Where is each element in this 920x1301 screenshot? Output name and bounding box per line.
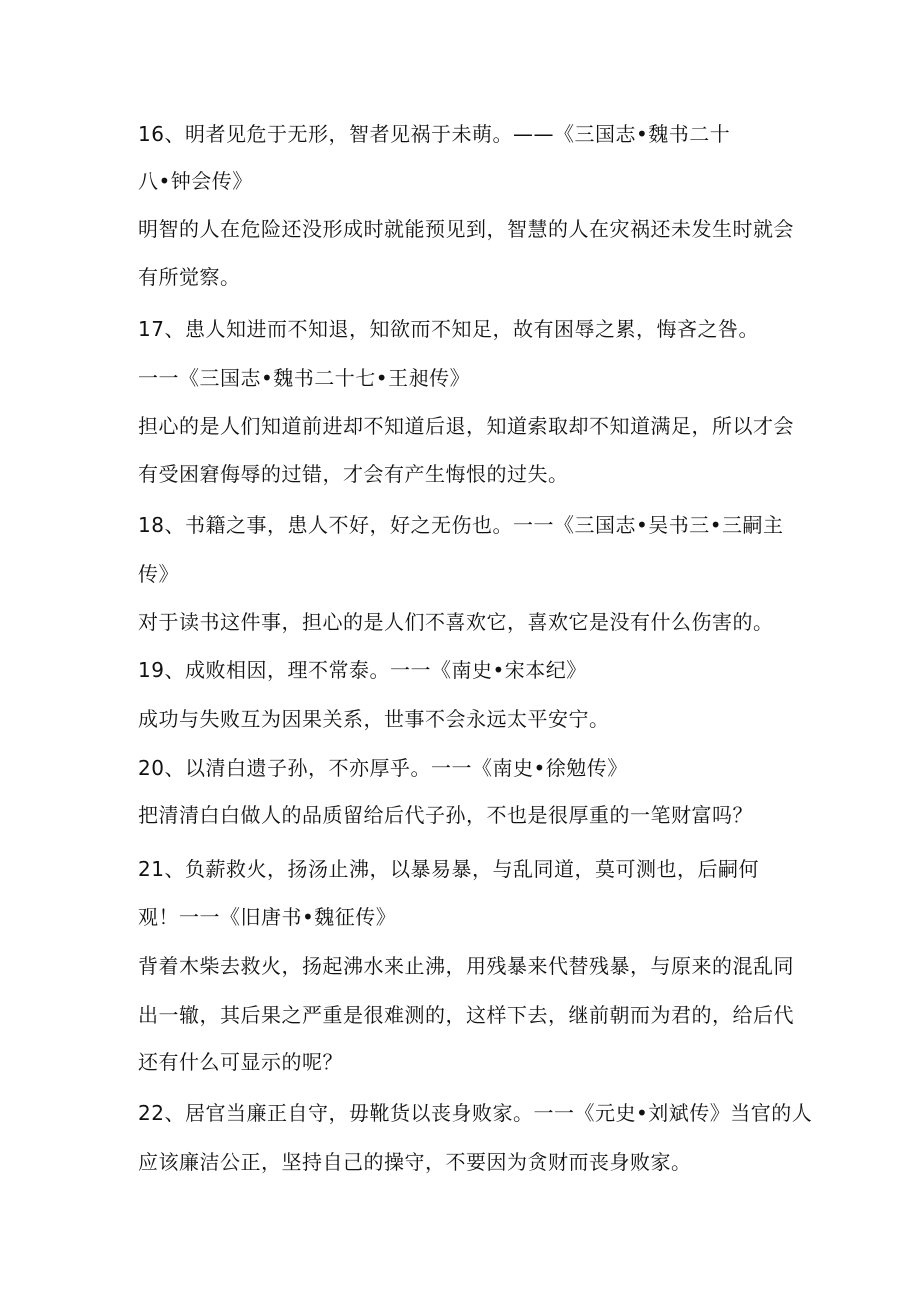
quote-16-title-line-1: 16、明者见危于无形，智者见祸于未萌。——《三国志•魏书二十: [138, 122, 731, 146]
quote-21-explanation-line-3: 还有什么可显示的呢？: [138, 1050, 343, 1074]
quote-18-title-line-2: 传》: [138, 562, 179, 586]
quote-20-explanation: 把清清白白做人的品质留给后代子孙，不也是很厚重的一笔财富吗？: [138, 803, 753, 827]
quote-17-explanation-line-1: 担心的是人们知道前进却不知道后退，知道索取却不知道满足，所以才会: [138, 414, 794, 438]
quote-19-title: 19、成败相因，理不常泰。一一《南史•宋本纪》: [138, 658, 587, 682]
quote-18-title-line-1: 18、书籍之事，患人不好，好之无伤也。一一《三国志•吴书三•三嗣主: [138, 513, 784, 537]
quote-16-explanation-line-2: 有所觉察。: [138, 265, 241, 289]
quote-17-title-line-2: 一一《三国志•魏书二十七•王昶传》: [138, 366, 471, 390]
quote-22-title-line-1: 22、居官当廉正自守，毋靴货以丧身败家。一一《元史•刘斌传》当官的人: [138, 1101, 813, 1125]
quote-16-title-line-2: 八•钟会传》: [138, 169, 253, 193]
quote-21-explanation-line-1: 背着木柴去救火，扬起沸水来止沸，用残暴来代替残暴，与原来的混乱同: [138, 954, 794, 978]
quote-17-title-line-1: 17、患人知进而不知退，知欲而不知足，故有困辱之累，悔吝之咎。: [138, 317, 759, 341]
quote-17-explanation-line-2: 有受困窘侮辱的过错，才会有产生悔恨的过失。: [138, 462, 569, 486]
quote-21-title-line-1: 21、负薪救火，扬汤止沸，以暴易暴，与乱同道，莫可测也，后嗣何: [138, 857, 759, 881]
quote-21-explanation-line-2: 出一辙，其后果之严重是很难测的，这样下去，继前朝而为君的，给后代: [138, 1003, 794, 1027]
quote-21-title-line-2: 观！一一《旧唐书•魏征传》: [138, 905, 397, 929]
quote-16-explanation-line-1: 明智的人在危险还没形成时就能预见到，智慧的人在灾祸还未发生时就会: [138, 217, 794, 241]
quote-22-explanation: 应该廉洁公正，坚持自己的操守，不要因为贪财而丧身败家。: [138, 1150, 692, 1174]
quote-19-explanation: 成功与失败互为因果关系，世事不会永远太平安宁。: [138, 707, 610, 731]
quote-20-title: 20、以清白遗子孙，不亦厚乎。一一《南史•徐勉传》: [138, 756, 628, 780]
quote-18-explanation: 对于读书这件事，担心的是人们不喜欢它，喜欢它是没有什么伤害的。: [138, 610, 774, 634]
